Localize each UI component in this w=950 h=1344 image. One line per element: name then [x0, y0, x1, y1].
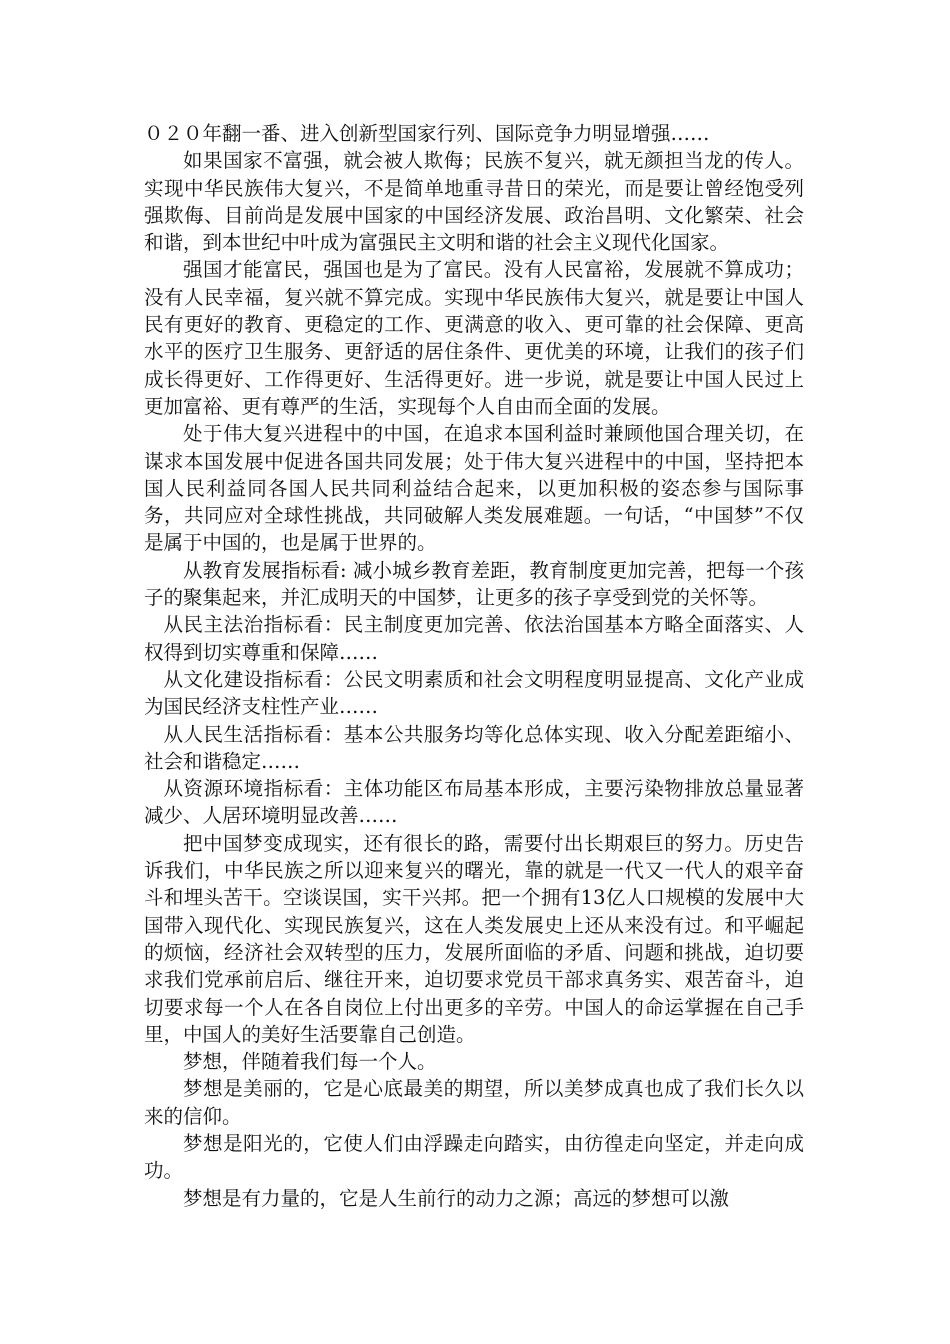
- paragraph-world: 处于伟大复兴进程中的中国，在追求本国利益时兼顾他国合理关切，在谋求本国发展中促进各国共同发展；处于伟大复兴进程中的中国，坚持把本国人民利益同各国人民共同利益结合起来，以更加积极的姿态参与国际事务，共同应对全球性挑战，共同破解人类发展难题。一句话，“中国梦”不仅是属于中国的，也是属于世界的。: [144, 422, 804, 555]
- paragraph-national-strength: 如果国家不富强，就会被人欺侮；民族不复兴，就无颜担当龙的传人。实现中华民族伟大复兴，不是简单地重寻昔日的荣光，而是要让曾经饱受列强欺侮、目前尚是发展中国家的中国经济发展、政治昌明、文化繁荣、社会和谐，到本世纪中叶成为富强民主文明和谐的社会主义现代化国家。: [144, 149, 804, 255]
- paragraph-realize-dream: 把中国梦变成现实，还有很长的路，需要付出长期艰巨的努力。历史告诉我们，中华民族之所以迎来复兴的曙光，靠的就是一代又一代人的艰辛奋斗和埋头苦干。空谈误国，实干兴邦。把一个拥有13亿人口规模的发展中大国带入现代化、实现民族复兴，这在人类发展史上还从来没有过。和平崛起的烦恼，经济社会双转型的压力，发展所面临的矛盾、问题和挑战，迫切要求我们党承前启后、继往开来，迫切要求党员干部求真务实、艰苦奋斗，迫切要求每一个人在各自岗位上付出更多的辛劳。中国人的命运掌握在自己手里，中国人的美好生活要靠自己创造。: [144, 831, 804, 1046]
- paragraph-dream-sunny: 梦想是阳光的，它使人们由浮躁走向踏实，由彷徨走向坚定，并走向成功。: [144, 1131, 804, 1183]
- paragraph-enrich-people: 强国才能富民，强国也是为了富民。没有人民富裕，发展就不算成功；没有人民幸福，复兴就不算完成。实现中华民族伟大复兴，就是要让中国人民有更好的教育、更稳定的工作、更满意的收入、更可靠的社会保障、更高水平的医疗卫生服务、更舒适的居住条件、更优美的环境，让我们的孩子们成长得更好、工作得更好、生活得更好。进一步说，就是要让中国人民过上更加富裕、更有尊严的生活，实现每个人自由而全面的发展。: [144, 258, 804, 418]
- paragraph-democracy-indicator: 从民主法治指标看：民主制度更加完善、依法治国基本方略全面落实、人权得到切实尊重和保障……: [144, 613, 804, 664]
- document-body: [144, 120, 804, 1212]
- paragraph-culture-indicator: 从文化建设指标看：公民文明素质和社会文明程度明显提高、文化产业成为国民经济支柱性产业……: [144, 667, 804, 719]
- paragraph-continuation: ０２０年翻一番、进入创新型国家行列、国际竞争力明显增强……: [144, 122, 710, 145]
- paragraph-dream-accompanies: 梦想，伴随着我们每一个人。: [183, 1050, 437, 1074]
- paragraph-dream-beautiful: 梦想是美丽的，它是心底最美的期望，所以美梦成真也成了我们长久以来的信仰。: [144, 1077, 804, 1128]
- paragraph-livelihood-indicator: 从人民生活指标看：基本公共服务均等化总体实现、收入分配差距缩小、社会和谐稳定……: [144, 722, 804, 773]
- paragraph-education-indicator: 从教育发展指标看: 减小城乡教育差距，教育制度更加完善，把每一个孩子的聚集起来，并汇成明天的中国梦，让更多的孩子享受到党的关怀等。: [144, 558, 804, 610]
- paragraph-dream-power: 梦想是有力量的，它是人生前行的动力之源；高远的梦想可以激: [183, 1186, 730, 1210]
- paragraph-environment-indicator: 从资源环境指标看：主体功能区布局基本形成，主要污染物排放总量显著减少、人居环境明显改善……: [144, 777, 804, 828]
